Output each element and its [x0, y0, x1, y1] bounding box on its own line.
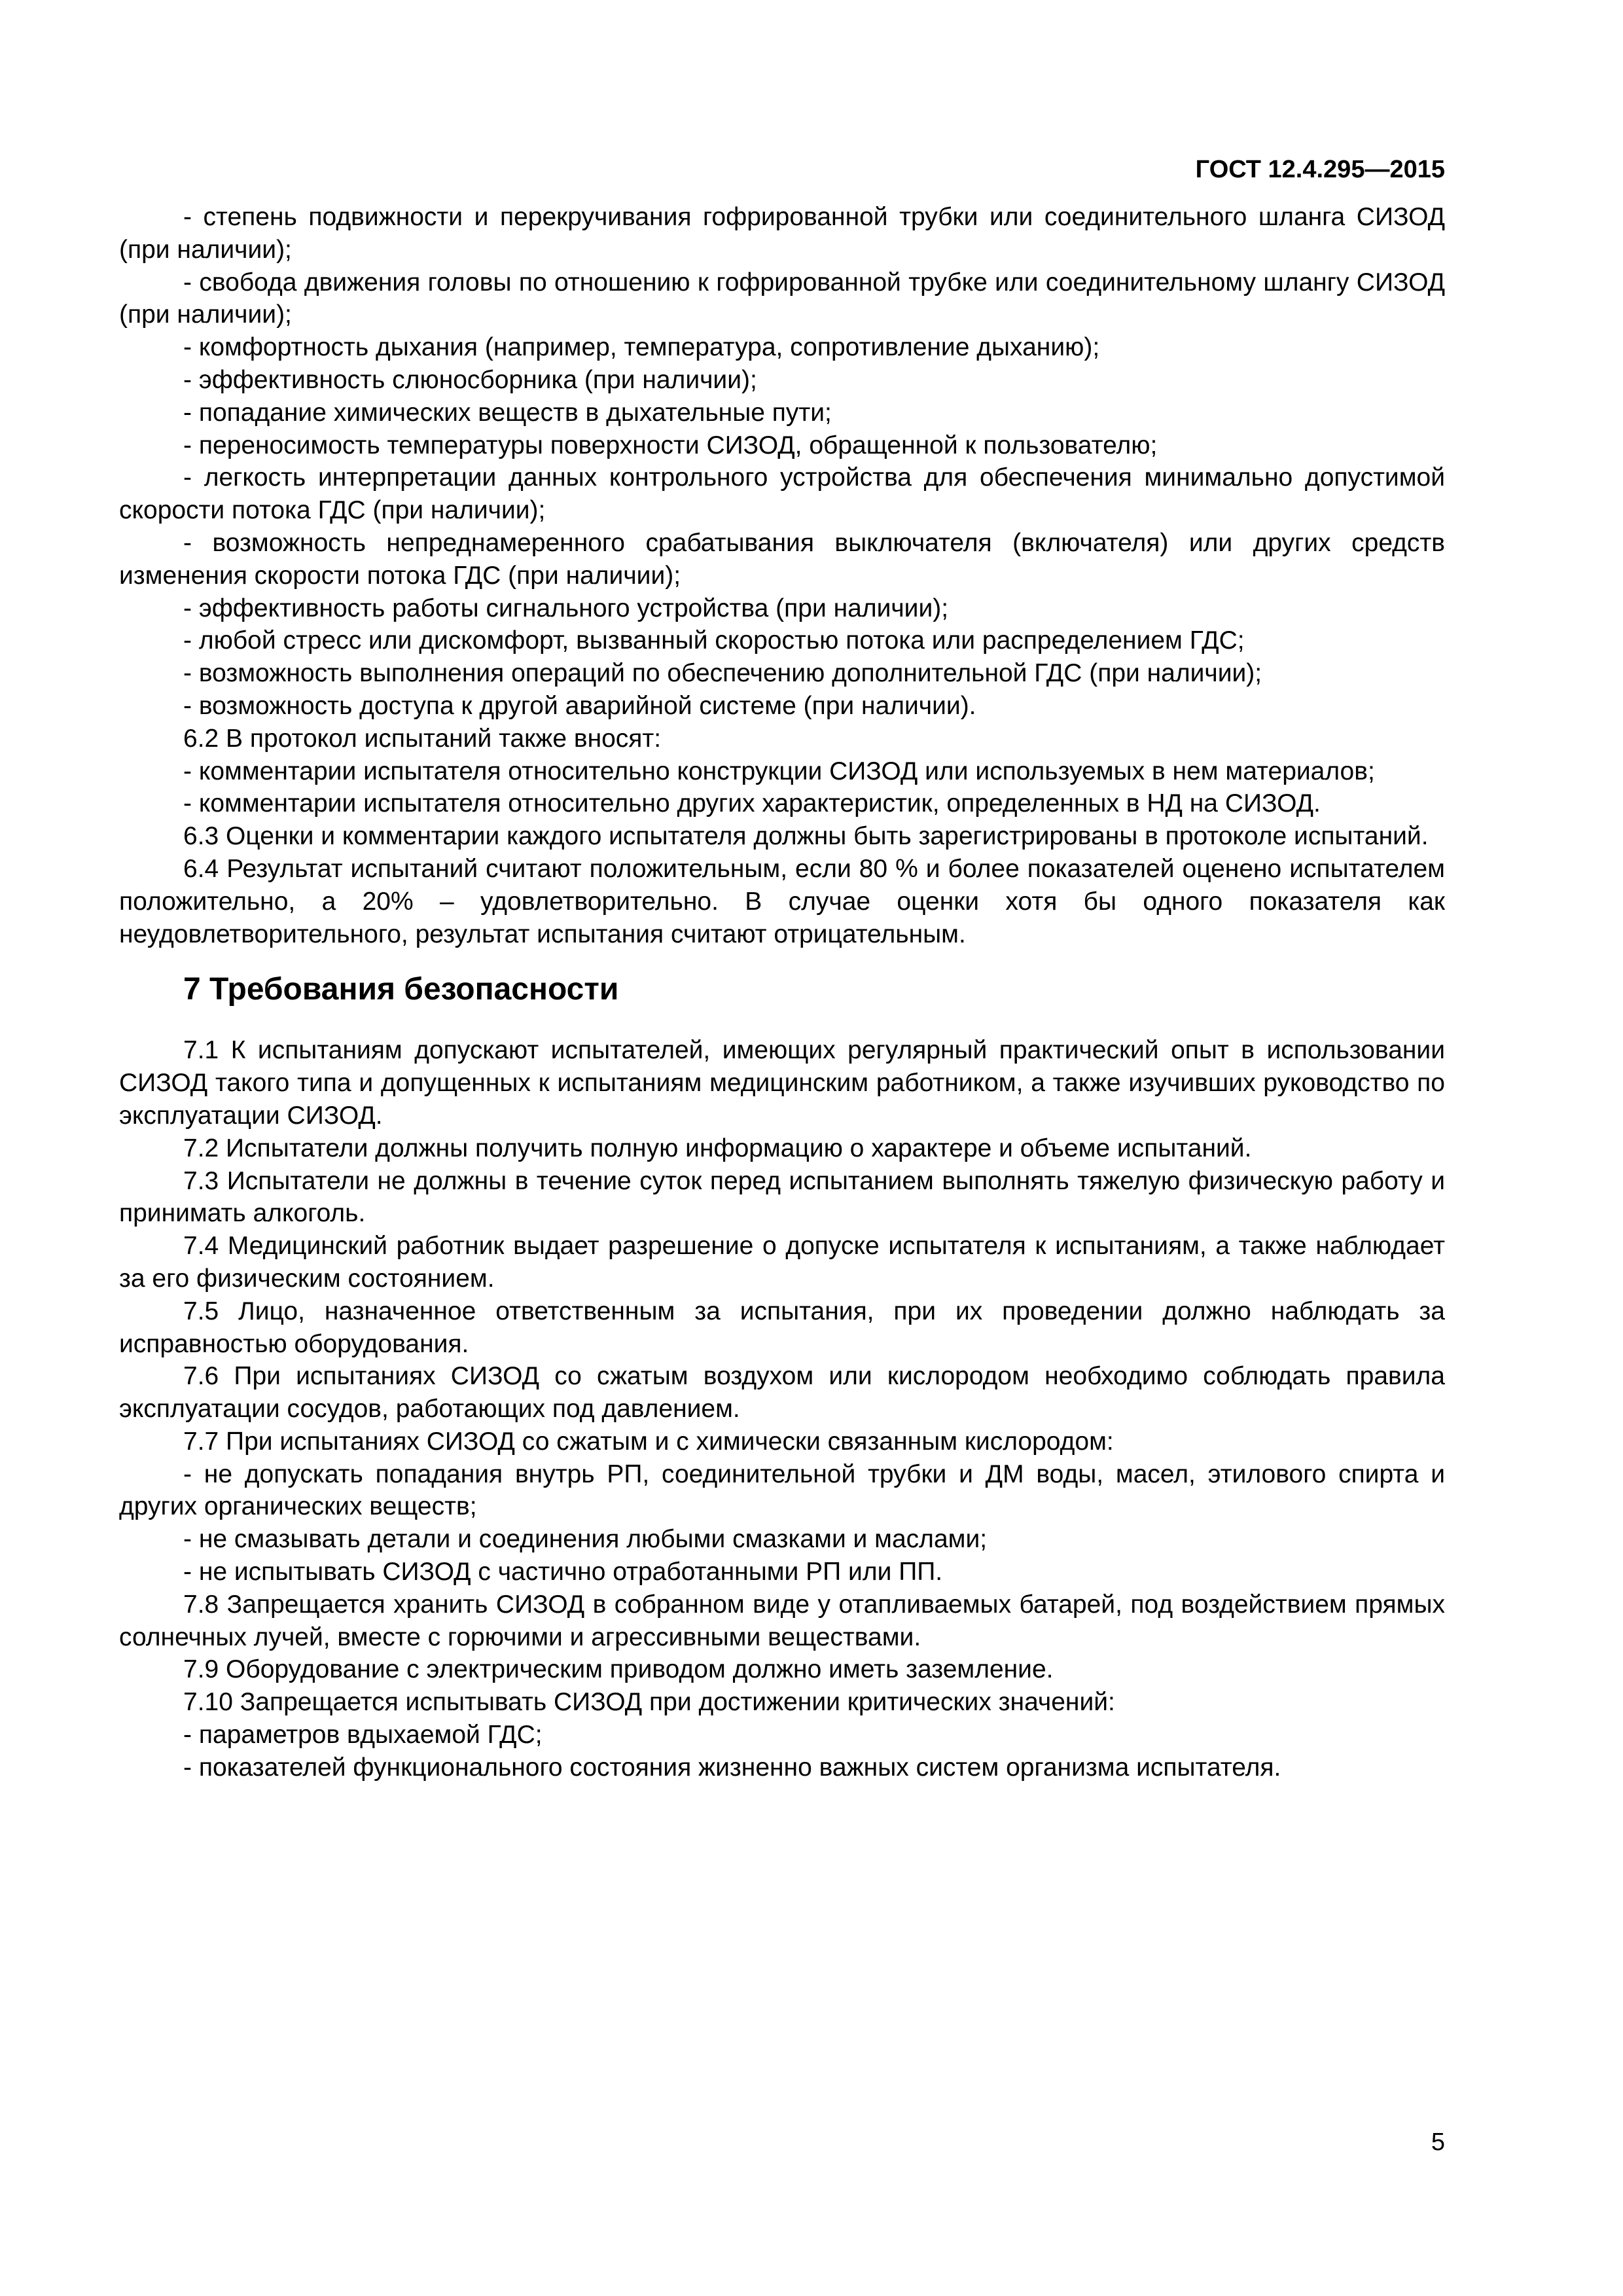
paragraph: - переносимость температуры поверхности СИЗОД, обращенной к пользователю;	[183, 431, 1158, 459]
paragraph: - свобода движения головы по отношению к гофрированной трубке или соединительному шлангу СИЗОД (при наличии);	[119, 268, 1445, 329]
section-heading: 7 Требования безопасности	[183, 972, 619, 1007]
paragraph: - параметров вдыхаемой ГДС;	[183, 1721, 543, 1749]
paragraph: - комментарии испытателя относительно конструкции СИЗОД или используемых в нем материалов;	[183, 757, 1375, 785]
clause-6-3: 6.3 Оценки и комментарии каждого испытателя должны быть зарегистрированы в протоколе испытаний.	[183, 822, 1429, 851]
paragraph: - комфортность дыхания (например, температура, сопротивление дыханию);	[183, 333, 1100, 362]
paragraph: - комментарии испытателя относительно других характеристик, определенных в НД на СИЗОД.	[183, 789, 1321, 818]
clause-7-3: 7.3 Испытатели не должны в течение суток перед испытанием выполнять тяжелую физическую работу и принимать алкоголь.	[119, 1166, 1445, 1228]
paragraph: - возможность доступа к другой аварийной системе (при наличии).	[183, 691, 976, 720]
paragraph: - возможность непреднамеренного срабатывания выключателя (включателя) или других средств изменения скорости потока ГДС (при наличии);	[119, 528, 1445, 590]
clause-6-2: 6.2 В протокол испытаний также вносят:	[183, 724, 662, 753]
document-code-header: ГОСТ 12.4.295—2015	[1195, 156, 1445, 183]
page-number: 5	[1431, 2128, 1445, 2156]
paragraph: - любой стресс или дискомфорт, вызванный скоростью потока или распределением ГДС;	[183, 626, 1245, 655]
paragraph: - показателей функционального состояния жизненно важных систем организма испытателя.	[183, 1753, 1281, 1782]
clause-7-10: 7.10 Запрещается испытывать СИЗОД при достижении критических значений:	[183, 1688, 1115, 1717]
clause-7-2: 7.2 Испытатели должны получить полную информацию о характере и объеме испытаний.	[183, 1134, 1252, 1162]
paragraph: - легкость интерпретации данных контрольного устройства для обеспечения минимально допустимой скорости потока ГДС (при наличии);	[119, 463, 1445, 525]
clause-7-1: 7.1 К испытаниям допускают испытателей, имеющих регулярный практический опыт в использовании СИЗОД такого типа и допущенных к испытаниям медицинским работником, а также изучивших руководство по эксплуатации СИЗОД.	[119, 1036, 1445, 1130]
clause-7-5: 7.5 Лицо, назначенное ответственным за испытания, при их проведении должно наблюдать за исправностью оборудования.	[119, 1297, 1445, 1358]
clause-7-9: 7.9 Оборудование с электрическим приводом должно иметь заземление.	[183, 1655, 1054, 1684]
paragraph: - не допускать попадания внутрь РП, соединительной трубки и ДМ воды, масел, этилового спирта и других органических веществ;	[119, 1460, 1445, 1521]
clause-7-7: 7.7 При испытаниях СИЗОД со сжатым и с химически связанным кислородом:	[183, 1427, 1114, 1456]
paragraph: - эффективность работы сигнального устройства (при наличии);	[183, 594, 949, 622]
clause-7-4: 7.4 Медицинский работник выдает разрешение о допуске испытателя к испытаниям, а также наблюдает за его физическим состоянием.	[119, 1232, 1445, 1293]
clause-7-6: 7.6 При испытаниях СИЗОД со сжатым воздухом или кислородом необходимо соблюдать правила эксплуатации сосудов, работающих под давлением.	[119, 1362, 1445, 1424]
paragraph: - эффективность слюносборника (при наличии);	[183, 365, 757, 394]
paragraph: - степень подвижности и перекручивания гофрированной трубки или соединительного шланга СИЗОД (при наличии);	[119, 203, 1445, 264]
clause-6-4: 6.4 Результат испытаний считают положительным, если 80 % и более показателей оценено испытателем положительно, а 20% – удовлетворительно. В случае оценки хотя бы одного показателя как неудовлетворительного, результат испытания считают отрицательным.	[119, 854, 1445, 948]
page-content	[119, 201, 1445, 1784]
paragraph: - не смазывать детали и соединения любыми смазками и маслами;	[183, 1525, 988, 1554]
paragraph: - не испытывать СИЗОД с частично отработанными РП или ПП.	[183, 1558, 943, 1587]
paragraph: - попадание химических веществ в дыхательные пути;	[183, 398, 832, 427]
clause-7-8: 7.8 Запрещается хранить СИЗОД в собранном виде у отапливаемых батарей, под воздействием прямых солнечных лучей, вместе с горючими и агрессивными веществами.	[119, 1590, 1445, 1651]
paragraph: - возможность выполнения операций по обеспечению дополнительной ГДС (при наличии);	[183, 659, 1262, 688]
